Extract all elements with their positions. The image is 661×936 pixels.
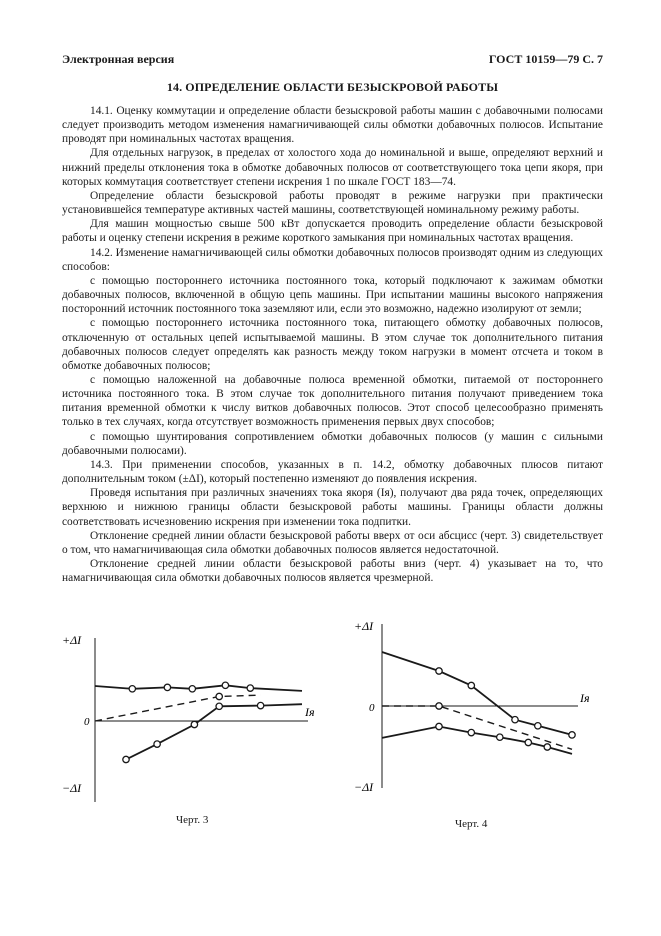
data-point: [216, 693, 222, 699]
figure-4-chart: [340, 616, 590, 796]
data-point: [436, 723, 442, 729]
data-point: [569, 732, 575, 738]
fig-3-zero-label: 0: [84, 716, 90, 728]
paragraph: Для машин мощностью свыше 500 кВт допускается проводить определение области безыскровой работы и оценку степени искрения в режиме короткого замыкания при номинальных частотах вращения.: [62, 218, 603, 245]
data-point: [247, 685, 253, 691]
data-point: [216, 703, 222, 709]
paragraph: 14.3. При применении способов, указанных в п. 14.2, обмотку добавочных плюсов питают дополнительным током (±ΔI), который постепенно изменяют до появления искрения.: [62, 458, 603, 486]
data-point: [525, 739, 531, 745]
data-point: [129, 686, 135, 692]
data-point: [468, 729, 474, 735]
paragraph: Отклонение средней линии области безыскровой работы вверх от оси абсцисс (черт. 3) свидетельствует о том, что намагничивающая сила обмотки добавочных полюсов является недостаточной.: [62, 529, 603, 556]
paragraph: Для отдельных нагрузок, в пределах от холостого хода до номинальной и выше, определяют верхний и нижний пределы отклонения тока в обмотке добавочных полюсов от соответствующего тока цепи якоря, при которых коммутация соответствует степени искрения 1 по шкале ГОСТ 183—74.: [62, 147, 603, 188]
series-line-middle: [95, 695, 261, 721]
data-point: [468, 682, 474, 688]
series-line-lower: [382, 727, 572, 754]
paragraph: с помощью постороннего источника постоянного тока, который подключают к зажимам обмотки добавочных полюсов, включенной в общую цепь машины. При испытании машины высокого напряжения посторонний источник постоянного тока заземляют или, если это возможно, надежно изолируют от земли;: [62, 274, 603, 316]
paragraph: Определение области безыскровой работы проводят в режиме нагрузки при практически установившейся температуре активных частей машины, соответствующей номинальному режиму работы.: [62, 189, 603, 217]
data-point: [189, 686, 195, 692]
data-point: [164, 684, 170, 690]
paragraph: Проведя испытания при различных значениях тока якоря (Iя), получают два ряда точек, определяющих верхнюю и нижнюю границы области безыскровой работы машины. Границы области должны соответствовать исчезновению искрения при изменении тока подпитки.: [62, 487, 603, 528]
data-point: [257, 702, 263, 708]
data-point: [154, 741, 160, 747]
fig-3-y-bottom-label: −ΔI: [62, 781, 82, 795]
section-title: 14. ОПРЕДЕЛЕНИЕ ОБЛАСТИ БЕЗЫСКРОВОЙ РАБОТЫ: [166, 80, 499, 94]
paragraph: 14.2. Изменение намагничивающей силы обмотки добавочных полюсов производят одним из следующих способов:: [62, 246, 603, 273]
series-line-upper: [382, 652, 572, 735]
running-header-right: ГОСТ 10159—79 С. 7: [488, 52, 603, 66]
data-point: [123, 756, 129, 762]
fig-4-y-top-label: +ΔI: [354, 619, 374, 633]
figure-3-chart: [62, 630, 315, 810]
fig-4-x-label: Iя: [580, 691, 590, 705]
data-point: [497, 734, 503, 740]
figure-4-caption: Черт. 4: [455, 818, 488, 830]
data-point: [191, 721, 197, 727]
data-point: [544, 744, 550, 750]
data-point: [222, 682, 228, 688]
figure-3-caption: Черт. 3: [176, 814, 209, 826]
paragraph: Отклонение средней линии области безыскровой работы вниз (черт. 4) указывает на то, что намагничивающая сила обмотки добавочных полюсов является чрезмерной.: [62, 558, 603, 585]
series-line-upper: [95, 685, 302, 691]
data-point: [436, 668, 442, 674]
paragraph: с помощью наложенной на добавочные полюса временной обмотки, питаемой от постороннего источника постоянного тока. В этом случае ток дополнительного питания получают приведением тока питания временной обмотки к числу витков добавочных полюсов. Этот способ целесообразно применять только в тех случаях, когда отсутствует возможность применения первых двух способов;: [62, 373, 603, 429]
fig-3-x-label: Iя: [305, 705, 315, 719]
fig-4-zero-label: 0: [369, 702, 375, 714]
data-point: [535, 723, 541, 729]
fig-3-y-top-label: +ΔI: [62, 633, 82, 647]
fig-4-y-bottom-label: −ΔI: [354, 780, 374, 794]
series-line-lower: [126, 704, 302, 759]
data-point: [512, 717, 518, 723]
data-point: [436, 703, 442, 709]
paragraph: с помощью шунтирования сопротивлением обмотки добавочных полюсов (у машин с сильными добавочными полюсами).: [62, 430, 603, 457]
body-text: [62, 104, 603, 585]
running-header-left: Электронная версия: [62, 52, 175, 66]
paragraph: 14.1. Оценку коммутации и определение области безыскровой работы машин с добавочными полюсами следует производить методом изменения намагничивающей силы обмотки добавочных полюсов. Испытание проводят при номинальных частотах вращения.: [62, 105, 603, 146]
paragraph: с помощью постороннего источника постоянного тока, питающего обмотку добавочных полюсов, отключенную от остальных цепей испытываемой машины. В этом случае ток дополнительного питания добавочных полюсов следует определять как разность между током нагрузки в момент отсчета и током в обмотке добавочных полюсов;: [62, 317, 603, 372]
